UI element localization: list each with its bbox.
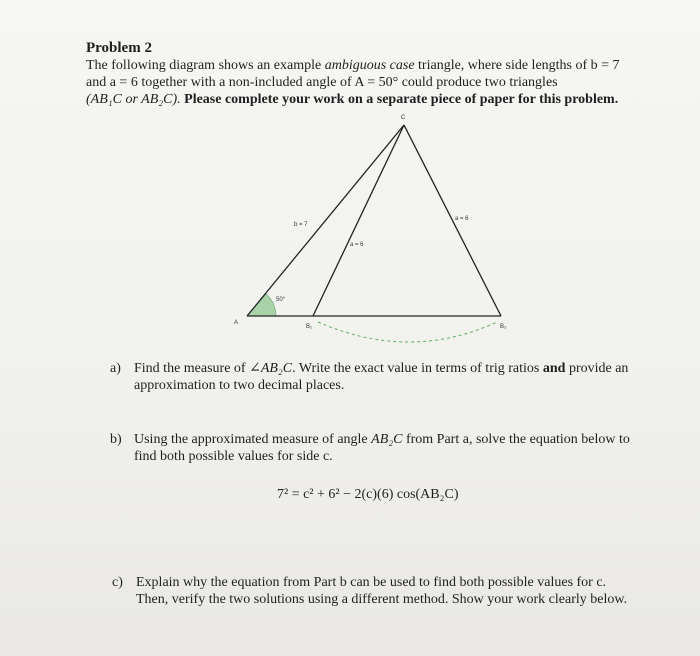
angle-a-label: 50° (276, 297, 286, 303)
intro-line-2: and a = 6 together with a non-included angle of A = 50° could produce two triangles (86, 75, 558, 90)
vertex-b2-label: B₂ (500, 324, 507, 330)
angle-a-sector (247, 294, 276, 316)
side-a-inner-line (313, 125, 404, 316)
question-a-line-2: approximation to two decimal places. (134, 378, 345, 393)
side-a-outer-line (404, 125, 501, 316)
side-b-label: b = 7 (294, 222, 308, 228)
question-c: c) Explain why the equation from Part b can be used to find both possible values for c. Then, verify the two solutions using a different method. Show your work clearly below. (112, 575, 628, 607)
ambiguous-case-term: ambiguous case (324, 58, 415, 73)
question-c-line-2: Then, verify the two solutions using a different method. Show your work clearly below. (136, 592, 628, 607)
swing-arc (318, 322, 497, 342)
problem-title: Problem 2 (86, 40, 152, 56)
question-b-line-2: find both possible values for side c. (134, 449, 333, 464)
instruction-bold: Please complete your work on a separate piece of paper for this problem. (180, 92, 619, 107)
side-b-line (247, 125, 404, 316)
question-c-letter: c) (112, 575, 123, 590)
angle-ab2c-ref: AB₂C (371, 432, 403, 447)
question-b: b) Using the approximated measure of angle AB₂C from Part a, solve the equation below to find both possible values for side c. (110, 432, 630, 464)
side-a-inner-label: a = 6 (350, 242, 364, 248)
question-a: a) Find the measure of ∠AB₂C. Write the exact value in terms of trig ratios and provide an approximation to two decimal places. (110, 361, 629, 393)
question-b-letter: b) (110, 432, 122, 447)
triangle-names: (AB₁C or AB₂C). (86, 92, 181, 107)
question-a-letter: a) (110, 361, 121, 376)
vertex-c-label: C (401, 115, 406, 121)
angle-ab2c: ∠AB₂C (249, 361, 293, 376)
vertex-a-label: A (234, 320, 239, 326)
vertex-b1-label: B₁ (306, 324, 313, 330)
law-of-cosines-equation: 7² = c² + 6² − 2(c)(6) cos(AB₂C) (277, 487, 459, 502)
side-a-outer-label: a = 6 (455, 216, 469, 222)
intro-line-1: The following diagram shows an example ambiguous case triangle, where side lengths of b = 7 (86, 58, 620, 73)
